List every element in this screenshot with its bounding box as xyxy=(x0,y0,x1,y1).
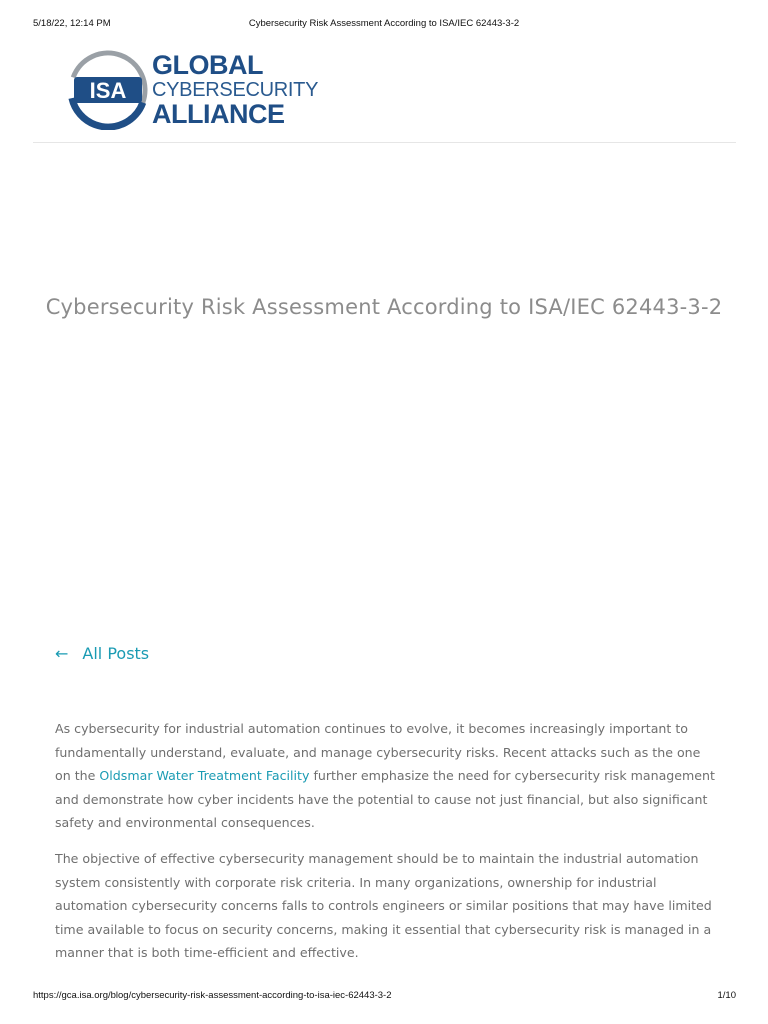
all-posts-link[interactable] xyxy=(55,644,149,663)
logo-line-cybersecurity: CYBERSECURITY xyxy=(152,79,319,101)
print-url: https://gca.isa.org/blog/cybersecurity-risk-assessment-according-to-isa-iec-62443-3-2 xyxy=(33,990,392,1001)
paragraph-1 xyxy=(55,717,720,835)
oldsmar-link[interactable]: Oldsmar Water Treatment Facility xyxy=(99,768,310,784)
isa-emblem-text: ISA xyxy=(89,78,127,103)
logo-line-alliance: ALLIANCE xyxy=(152,99,285,129)
logo-line-global: GLOBAL xyxy=(152,50,263,80)
article-body xyxy=(55,717,720,977)
print-footer xyxy=(0,990,768,1004)
header-divider xyxy=(33,142,736,143)
article-title: Cybersecurity Risk Assessment According to ISA/IEC 62443-3-2 xyxy=(45,295,723,319)
isa-gca-logo[interactable] xyxy=(68,50,319,132)
print-page-title: Cybersecurity Risk Assessment According to ISA/IEC 62443-3-2 xyxy=(248,18,520,29)
left-arrow-icon: ← xyxy=(55,644,69,663)
logo-wordmark xyxy=(152,52,318,128)
paragraph-1-after: further emphasize the need for cybersecurity risk management and demonstrate how cyber incidents have the potential to cause not just financial, but also significant safety and environmental consequences. xyxy=(55,768,715,831)
all-posts-label: All Posts xyxy=(82,644,150,663)
print-header xyxy=(0,18,768,32)
page-number: 1/10 xyxy=(717,990,736,1001)
paragraph-1-before: As cybersecurity for industrial automation continues to evolve, it becomes increasingly important to fundamentally understand, evaluate, and manage cybersecurity risks. Recent attacks such as the one on the xyxy=(55,721,701,784)
paragraph-2: The objective of effective cybersecurity management should be to maintain the industrial automation system consistently with corporate risk criteria. In many organizations, ownership for industrial automation cybersecurity concerns falls to controls engineers or similar positions that may have limited time available to focus on security concerns, making it essential that cybersecurity risk is managed in a manner that is both time-efficient and effective. xyxy=(55,850,712,961)
isa-emblem-icon xyxy=(68,50,148,130)
print-date: 5/18/22, 12:14 PM xyxy=(33,18,111,29)
